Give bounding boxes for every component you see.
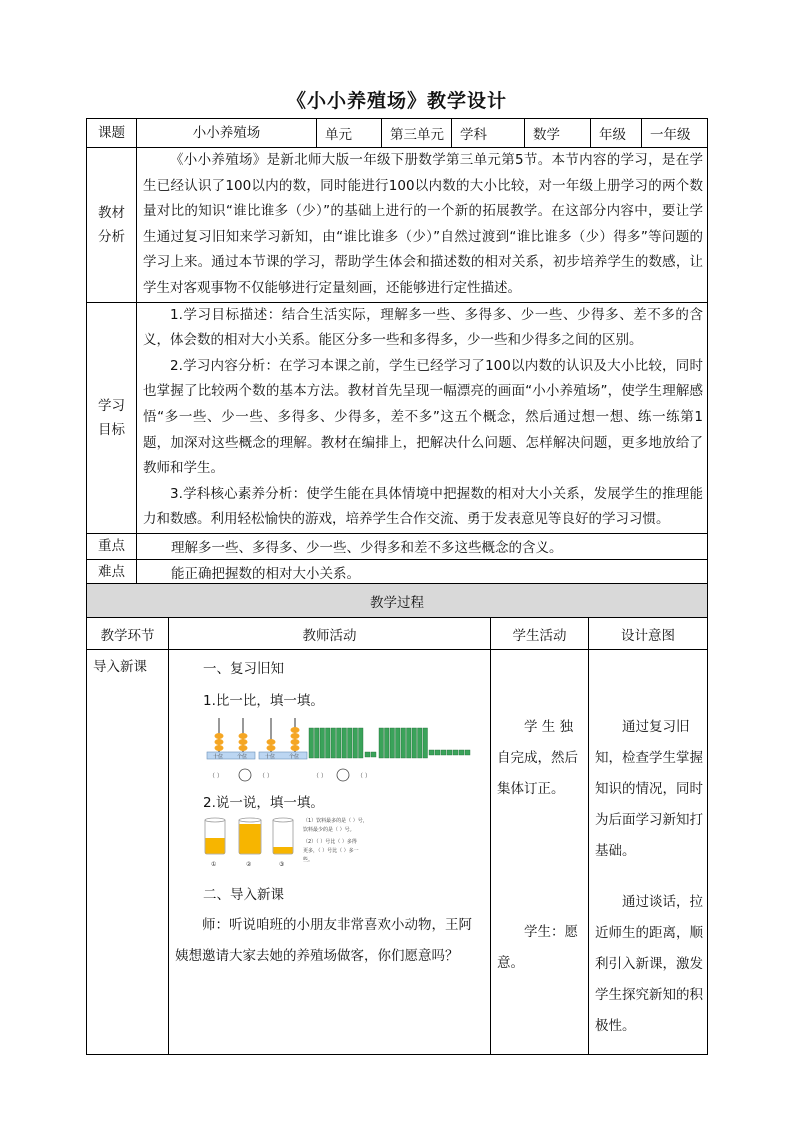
cup-number-1: ①	[211, 861, 217, 868]
cup-1	[205, 818, 225, 854]
cup-number-2: ②	[246, 861, 252, 868]
objectives-row	[87, 302, 708, 533]
grade-label: 年级	[591, 119, 642, 148]
question-1: 1.比一比，填一填。	[203, 693, 324, 709]
col-teacher: 教师活动	[169, 618, 491, 650]
abacus-blank-right: （ ）	[259, 773, 273, 780]
cup-3	[273, 818, 293, 854]
cup-question-1: （1）饮料最多的是（ ）号，	[303, 818, 368, 824]
cups-figure	[169, 814, 489, 878]
process-table	[86, 583, 708, 1055]
cup-2	[239, 818, 261, 854]
cube-rods-1	[309, 728, 376, 758]
abacus-label-3: 十位	[265, 754, 276, 760]
teacher-text: 师：听说咱班的小朋友非常喜欢小动物，王阿姨想邀请大家去她的养殖场做客，你们愿意吗？	[175, 917, 472, 964]
cube-blank-left: （ ）	[313, 773, 327, 780]
intro-heading: 二、导入新课	[203, 887, 284, 903]
question-2: 2.说一说，填一填。	[203, 795, 324, 811]
grade-value: 一年级	[642, 119, 708, 148]
cup-question-1b: 饮料最少的是（ ）号。	[303, 827, 355, 833]
student-text-2: 学生：愿意。	[497, 924, 578, 971]
review-heading: 一、复习旧知	[203, 661, 284, 677]
unit-value: 第三单元	[382, 119, 452, 148]
subject-value: 数学	[525, 119, 591, 148]
process-band-title: 教学过程	[87, 584, 708, 618]
header-row	[87, 119, 708, 148]
difficulty-text: 能正确把握数的相对大小关系。	[137, 559, 708, 585]
abacus-2	[259, 718, 307, 760]
abacus-blank-left: （ ）	[209, 773, 223, 780]
subject-label: 学科	[452, 119, 525, 148]
abacus-label-1: 十位	[213, 754, 224, 760]
analysis-label-2: 分析	[98, 228, 125, 245]
process-column-headers	[87, 618, 708, 650]
unit-label: 单元	[317, 119, 382, 148]
objectives-label-2: 目标	[98, 421, 125, 438]
process-row	[87, 650, 708, 1055]
key-point-row	[87, 533, 708, 559]
stage-name: 导入新课	[93, 659, 147, 675]
col-intent: 设计意图	[589, 618, 708, 650]
col-student: 学生活动	[491, 618, 589, 650]
analysis-label-1: 教材	[98, 204, 125, 221]
intent-text-1: 通过复习旧知，检查学生掌握知识的情况，同时为后面学习新知打基础。	[595, 719, 703, 859]
compare-circle-1	[239, 769, 251, 781]
compare-circle-2	[337, 769, 349, 781]
abacus-label-4: 个位	[289, 754, 300, 760]
abacus-label-2: 个位	[237, 754, 248, 760]
analysis-row	[87, 148, 708, 303]
difficulty-label: 难点	[87, 559, 137, 585]
course-value: 小小养殖场	[137, 119, 317, 148]
student-text-1: 学 生 独自完成，然后集体订正。	[497, 719, 578, 797]
course-label: 课题	[87, 119, 137, 148]
cup-question-2: （2）（ ）号比（ ）多得	[303, 839, 357, 845]
abacus-cubes-figure	[169, 712, 489, 792]
cube-rods-2	[379, 728, 470, 758]
cube-blank-right: （ ）	[357, 773, 371, 780]
intent-text-2: 通过谈话，拉近师生的距离，顺利引入新课，激发学生探究新知的积极性。	[595, 894, 703, 1034]
objectives-label-1: 学习	[98, 397, 125, 414]
key-point-text: 理解多一些、多得多、少一些、少得多和差不多这些概念的含义。	[137, 533, 708, 559]
objectives-p3: 3.学科核心素养分析：使学生能在具体情境中把握数的相对大小关系，发展学生的推理能力和数感。利用轻松愉快的游戏，培养学生合作交流、勇于发表意见等良好的学习习惯。	[143, 485, 703, 528]
cup-number-3: ③	[279, 861, 285, 868]
abacus-1	[207, 718, 255, 760]
objectives-p1: 1.学习目标描述：结合生活实际，理解多一些、多得多、少一些、少得多、差不多的含义，体会数的相对大小关系。能区分多一些和多得多，少一些和少得多之间的区别。	[143, 306, 703, 349]
col-stage: 教学环节	[87, 618, 169, 650]
info-table	[86, 118, 708, 586]
key-point-label: 重点	[87, 533, 137, 559]
objectives-p2: 2.学习内容分析：在学习本课之前，学生已经学习了100以内数的认识及大小比较，同时也掌握了比较两个数的基本方法。教材首先呈现一幅漂亮的画面“小小养殖场”，使学生理解感悟“多一些、少一些、多得多、少得多，差不多”这五个概念，然后通过想一想、练一练第1题，加深对这些概念的理解。教材在编排上，把解决什么问题、怎样解决问题，更多地放给了教师和学生。	[143, 357, 703, 477]
difficulty-row	[87, 559, 708, 585]
cup-question-2b: 更多，（ ）号比（ ）多一	[303, 848, 359, 854]
document-title: 《小小养殖场》教学设计	[286, 90, 507, 112]
analysis-text: 《小小养殖场》是新北师大版一年级下册数学第三单元第5节。本节内容的学习，是在学生已经认识了100以内的数，同时能进行100以内数的大小比较，对一年级上册学习的两个数量对比的知识“谁比谁多（少）”的基础上进行的一个新的拓展教学。在这部分内容中，要让学生通过复习旧知来学习新知，由“谁比谁多（少）”自然过渡到“谁比谁多（少）得多”等问题的学习上来。通过本节课的学习，帮助学生体会和描述数的相对关系，初步培养学生的数感，让学生对客观事物不仅能够进行定量刻画，还能够进行定性描述。	[143, 152, 703, 296]
cup-question-2c: 些。	[303, 857, 314, 863]
